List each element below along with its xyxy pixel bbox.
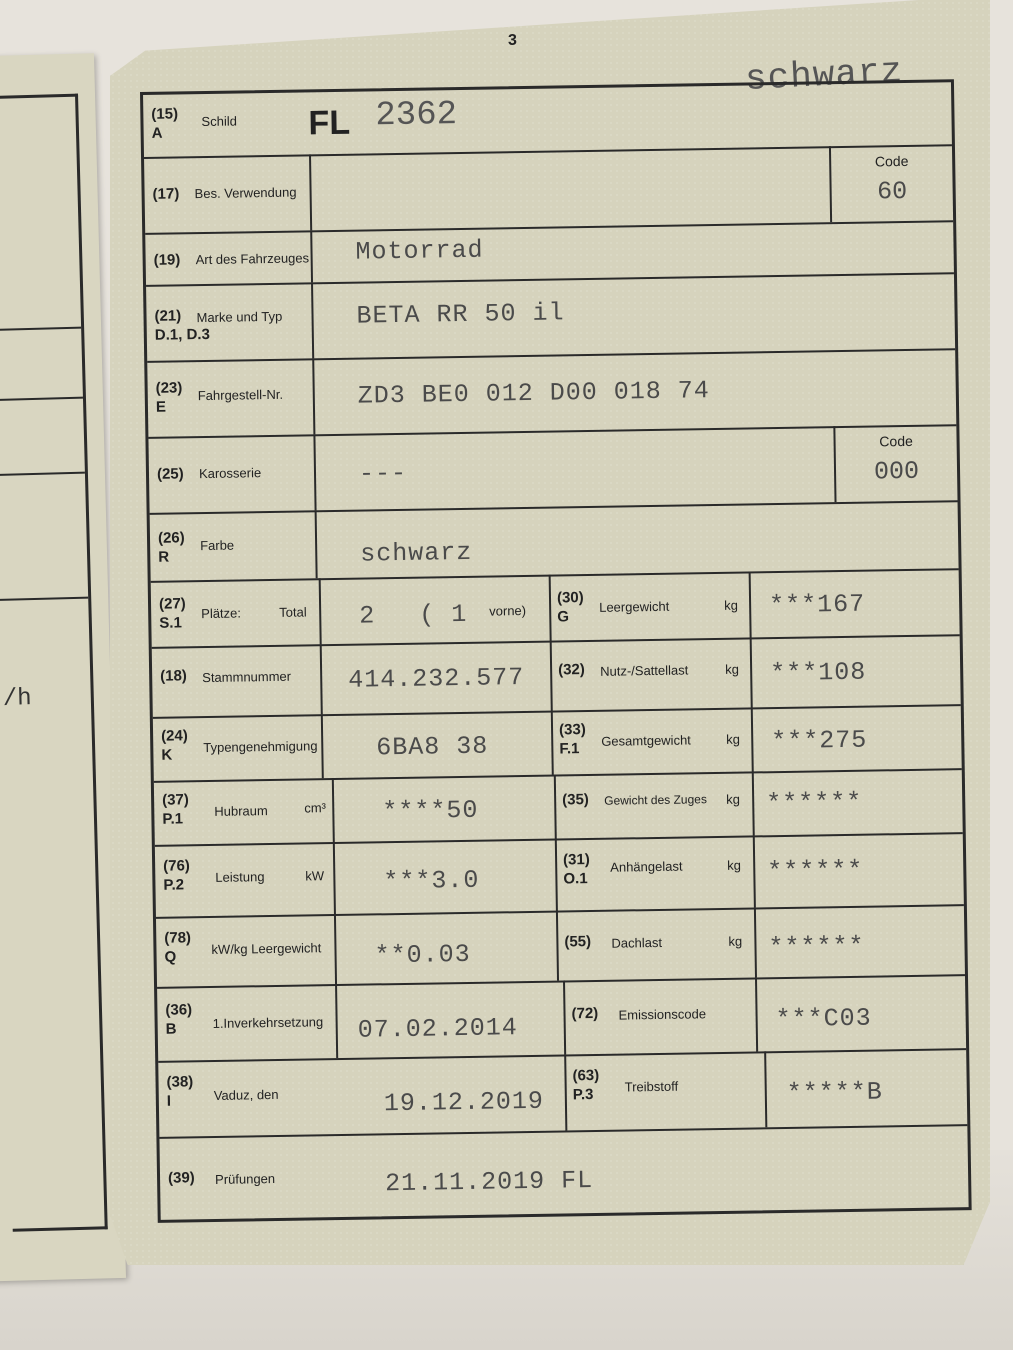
field-value: ***108 bbox=[769, 657, 867, 689]
field-number: (37) P.1 bbox=[161, 791, 189, 828]
label-cell-right bbox=[555, 835, 756, 910]
label-cell bbox=[155, 842, 336, 917]
unit-label: kg bbox=[726, 731, 741, 747]
field-number: (72) bbox=[571, 1004, 599, 1023]
label-cell bbox=[144, 154, 312, 233]
label-cell bbox=[150, 510, 318, 581]
field-value: BETA RR 50 il bbox=[356, 298, 565, 331]
code-label: Code bbox=[879, 432, 913, 450]
field-value: ***3.0 bbox=[383, 865, 480, 897]
code-value: 000 bbox=[873, 456, 920, 487]
value-cell bbox=[333, 839, 558, 915]
field-number: (36) B bbox=[165, 1001, 193, 1038]
field-number: (19) bbox=[153, 251, 181, 269]
code-box bbox=[829, 144, 953, 222]
value-cell bbox=[158, 1054, 567, 1136]
field-value: ****** bbox=[766, 787, 863, 819]
unit-label: kW bbox=[305, 868, 325, 884]
field-label: Bes. Verwendung bbox=[194, 184, 297, 202]
field-value: ****50 bbox=[382, 795, 479, 827]
left-table bbox=[0, 94, 108, 1232]
field-number: (27) S.1 bbox=[158, 595, 186, 632]
field-label: Marke und Typ bbox=[196, 308, 283, 326]
field-label: kW/kg Leergewicht bbox=[211, 940, 322, 957]
unit-label: kg bbox=[725, 661, 739, 677]
field-value: **0.03 bbox=[374, 939, 471, 971]
field-label: Dachlast bbox=[611, 934, 663, 951]
label-cell bbox=[156, 914, 337, 987]
label-cell bbox=[154, 778, 335, 845]
value-cell bbox=[335, 980, 566, 1058]
label-cell bbox=[151, 578, 322, 647]
field-label: Fahrgestell-Nr. bbox=[197, 386, 284, 404]
seats-total: 2 bbox=[359, 601, 376, 631]
label-cell bbox=[147, 358, 315, 437]
field-value: 19.12.2019 bbox=[383, 1086, 545, 1119]
label-cell bbox=[157, 984, 338, 1061]
label-cell bbox=[146, 282, 314, 361]
field-number: (63) P.3 bbox=[572, 1066, 600, 1104]
unit-label: kg bbox=[727, 857, 742, 873]
field-label: Farbe bbox=[200, 537, 235, 554]
field-number: (18) bbox=[160, 667, 187, 685]
plate-prefix: FL bbox=[308, 103, 351, 143]
unit-label: cm³ bbox=[304, 800, 327, 816]
field-value: *****B bbox=[786, 1077, 884, 1108]
value-cell bbox=[319, 575, 552, 645]
field-value: ****** bbox=[767, 855, 864, 887]
code-value: 60 bbox=[876, 176, 908, 207]
seats-front: ( 1 bbox=[419, 599, 468, 630]
label-cell-right bbox=[551, 707, 754, 774]
field-label: Plätze: bbox=[201, 605, 242, 622]
field-label: Emissionscode bbox=[618, 1006, 707, 1023]
field-label: 1.Inverkehrsetzung bbox=[212, 1014, 324, 1031]
left-fragment-text: /h bbox=[2, 685, 32, 713]
row-pruefungen bbox=[159, 1124, 968, 1217]
value-cell bbox=[321, 711, 554, 779]
field-number: (78) Q bbox=[164, 929, 192, 966]
field-number: (38) I bbox=[166, 1073, 194, 1110]
field-label: Treibstoff bbox=[624, 1078, 679, 1095]
field-value: ****** bbox=[768, 931, 865, 963]
label-cell-right bbox=[549, 571, 752, 640]
code-label: Code bbox=[874, 152, 909, 170]
field-label: Prüfungen bbox=[214, 1171, 276, 1187]
field-number: (33) F.1 bbox=[558, 721, 586, 758]
field-number: (26) R bbox=[157, 529, 185, 566]
field-value: 414.232.577 bbox=[348, 663, 525, 695]
field-number: (17) bbox=[152, 185, 180, 203]
left-table-line bbox=[0, 472, 85, 476]
code-box bbox=[833, 424, 957, 502]
value-cell bbox=[332, 775, 557, 843]
field-number: (15) A bbox=[151, 105, 179, 142]
field-number: (55) bbox=[564, 933, 592, 951]
field-number: (35) bbox=[562, 791, 589, 809]
field-value: 21.11.2019 FL bbox=[384, 1166, 594, 1199]
field-number: (24) K bbox=[160, 727, 188, 764]
label-cell-right bbox=[550, 637, 753, 710]
field-value: ***275 bbox=[771, 725, 868, 757]
field-label-total: Total bbox=[279, 604, 307, 620]
label-cell bbox=[152, 644, 323, 717]
label-cell bbox=[145, 230, 313, 285]
field-label: Leergewicht bbox=[599, 598, 670, 615]
field-value: schwarz bbox=[360, 537, 473, 569]
field-label: Typengenehmigung bbox=[203, 738, 318, 756]
left-table-line bbox=[0, 397, 83, 401]
label-cell-right bbox=[563, 977, 758, 1054]
field-label: Art des Fahrzeuges bbox=[195, 250, 310, 268]
colour-annotation: schwarz bbox=[744, 50, 905, 101]
left-table-line bbox=[0, 327, 81, 331]
value-cell bbox=[320, 641, 553, 715]
left-page bbox=[0, 53, 126, 1282]
field-label: Gesamtgewicht bbox=[601, 732, 691, 749]
label-cell-right bbox=[556, 907, 757, 980]
field-value: ***167 bbox=[768, 589, 866, 621]
field-label: Hubraum bbox=[214, 803, 268, 819]
field-value: Motorrad bbox=[355, 235, 484, 267]
field-number: (39) bbox=[167, 1169, 195, 1187]
field-number: (76) P.2 bbox=[163, 857, 190, 894]
field-label: Schild bbox=[201, 113, 238, 130]
field-value: 07.02.2014 bbox=[357, 1013, 519, 1045]
field-label: Gewicht des Zuges bbox=[604, 792, 708, 808]
label-cell-right bbox=[554, 771, 755, 838]
label-cell-right bbox=[564, 1051, 767, 1130]
field-number: (31) O.1 bbox=[562, 851, 590, 888]
field-label: Anhängelast bbox=[610, 858, 683, 875]
field-number: (30) G bbox=[556, 589, 584, 626]
label-cell bbox=[153, 714, 324, 781]
left-table-line bbox=[0, 597, 88, 601]
registration-form bbox=[140, 79, 972, 1223]
field-number: (25) bbox=[156, 465, 184, 483]
field-value: 6BA8 38 bbox=[376, 731, 489, 763]
field-number: (32) bbox=[557, 661, 585, 679]
page-number: 3 bbox=[508, 32, 517, 49]
unit-label: kg bbox=[724, 597, 738, 613]
front-label: vorne) bbox=[489, 603, 527, 619]
field-number: (21) D.1, D.3 bbox=[154, 307, 210, 344]
field-value: ZD3 BE0 012 D00 018 74 bbox=[357, 376, 711, 411]
field-label: Nutz-/Sattellast bbox=[600, 662, 689, 679]
label-cell bbox=[148, 434, 316, 513]
value-cell bbox=[334, 911, 559, 985]
field-number: (23) E bbox=[155, 379, 183, 416]
field-label: Leistung bbox=[215, 869, 265, 885]
field-value: --- bbox=[358, 458, 408, 489]
field-label: Stammnummer bbox=[202, 668, 292, 686]
field-label: Karosserie bbox=[198, 465, 262, 482]
plate-number: 2362 bbox=[375, 96, 458, 136]
unit-label: kg bbox=[728, 933, 743, 949]
field-label: Vaduz, den bbox=[213, 1086, 279, 1103]
unit-label: kg bbox=[726, 791, 741, 807]
field-value: ***C03 bbox=[775, 1003, 872, 1035]
